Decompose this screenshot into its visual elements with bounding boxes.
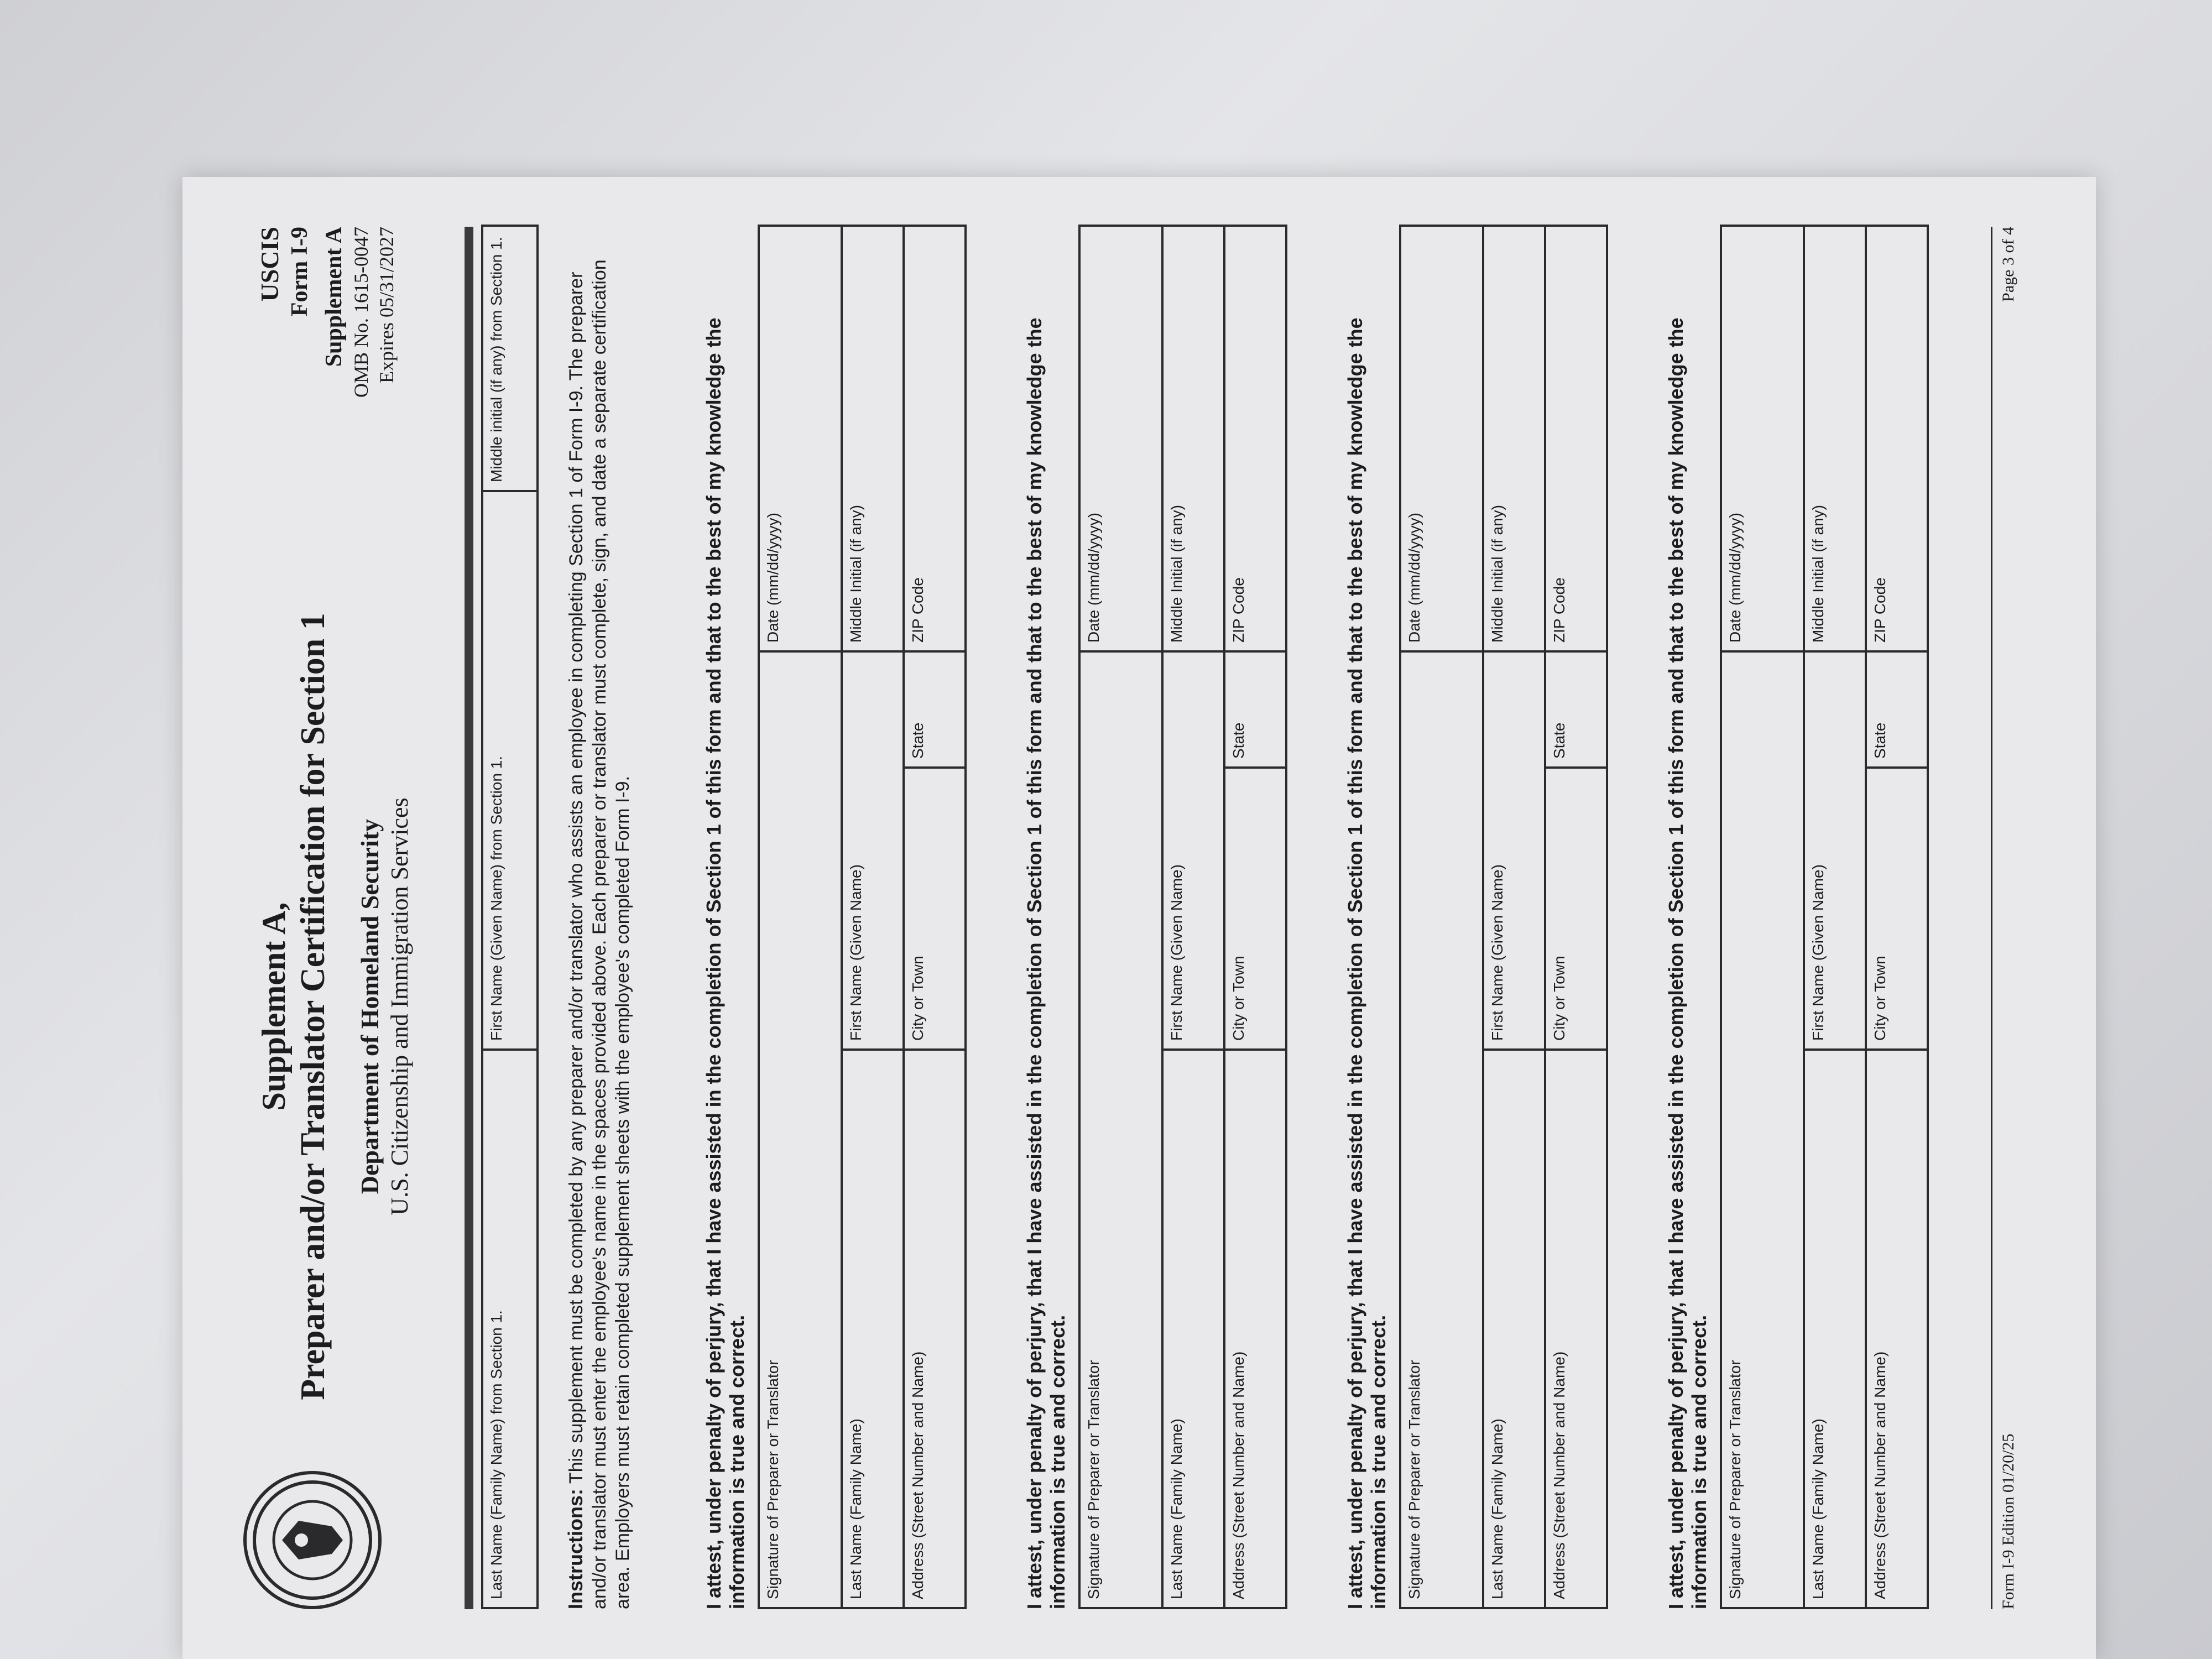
omb-number: OMB No. 1615-0047 [350, 227, 372, 398]
page-number: Page 3 of 4 [1999, 227, 2017, 302]
certification-block-4 [1720, 225, 1929, 1609]
attestation-text-4: I attest, under penalty of perjury, that I have assisted in the completion of Section 1 of this form and that to the best of my knowledge the information is true and correct. [1665, 317, 1710, 1609]
state-field[interactable]: State [1866, 651, 1928, 768]
preparer-first-name-field[interactable]: First Name (Given Name) [842, 651, 904, 1050]
preparer-last-name-field[interactable]: Last Name (Family Name) [1483, 1050, 1545, 1608]
form-id-block [254, 227, 399, 459]
zip-field[interactable]: ZIP Code [1545, 226, 1607, 651]
city-field[interactable]: City or Town [1866, 768, 1928, 1050]
preparer-last-name-field[interactable]: Last Name (Family Name) [842, 1050, 904, 1608]
employee-last-name-field[interactable]: Last Name (Family Name) from Section 1. [482, 1050, 538, 1608]
state-field[interactable]: State [1545, 651, 1607, 768]
attestation-text-2: I attest, under penalty of perjury, that I have assisted in the completion of Section 1 of this form and that to the best of my knowledge the information is true and correct. [1023, 317, 1069, 1609]
form-number: Form I-9 [287, 227, 312, 317]
preparer-last-name-field[interactable]: Last Name (Family Name) [1804, 1050, 1866, 1608]
instructions-heading: Instructions: [564, 1488, 587, 1609]
address-field[interactable]: Address (Street Number and Name) [1545, 1050, 1607, 1608]
dhs-seal-icon [243, 1471, 382, 1609]
preparer-first-name-field[interactable]: First Name (Given Name) [1804, 651, 1866, 1050]
preparer-first-name-field[interactable]: First Name (Given Name) [1162, 651, 1224, 1050]
preparer-middle-initial-field[interactable]: Middle Initial (if any) [1483, 226, 1545, 651]
form-page [221, 205, 2057, 1631]
address-field[interactable]: Address (Street Number and Name) [1866, 1050, 1928, 1608]
state-field[interactable]: State [1224, 651, 1286, 768]
form-title-line2: Preparer and/or Translator Certification for Section 1 [294, 613, 332, 1400]
preparer-middle-initial-field[interactable]: Middle Initial (if any) [842, 226, 904, 651]
certification-block-2 [1078, 225, 1287, 1609]
preparer-middle-initial-field[interactable]: Middle Initial (if any) [1804, 226, 1866, 651]
expiration-date: Expires 05/31/2027 [375, 227, 398, 383]
signature-field[interactable]: Signature of Preparer or Translator [1721, 651, 1804, 1608]
certification-block-3 [1399, 225, 1608, 1609]
address-field[interactable]: Address (Street Number and Name) [1224, 1050, 1286, 1608]
city-field[interactable]: City or Town [1545, 768, 1607, 1050]
date-field[interactable]: Date (mm/dd/yyyy) [1400, 226, 1483, 651]
attestation-text-1: I attest, under penalty of perjury, that I have assisted in the completion of Section 1 of this form and that to the best of my knowledge the information is true and correct. [702, 317, 748, 1609]
form-edition: Form I-9 Edition 01/20/25 [1999, 1433, 2017, 1609]
signature-field[interactable]: Signature of Preparer or Translator [1079, 651, 1162, 1608]
paper-sheet [182, 177, 2096, 1659]
date-field[interactable]: Date (mm/dd/yyyy) [759, 226, 842, 651]
date-field[interactable]: Date (mm/dd/yyyy) [1079, 226, 1162, 651]
preparer-middle-initial-field[interactable]: Middle Initial (if any) [1162, 226, 1224, 651]
zip-field[interactable]: ZIP Code [1866, 226, 1928, 651]
city-field[interactable]: City or Town [904, 768, 966, 1050]
form-title-line1: Supplement A, [255, 902, 292, 1111]
date-field[interactable]: Date (mm/dd/yyyy) [1721, 226, 1804, 651]
city-field[interactable]: City or Town [1224, 768, 1286, 1050]
zip-field[interactable]: ZIP Code [1224, 226, 1286, 651]
state-field[interactable]: State [904, 651, 966, 768]
employee-middle-initial-field[interactable]: Middle initial (if any) from Section 1. [482, 226, 538, 491]
preparer-first-name-field[interactable]: First Name (Given Name) [1483, 651, 1545, 1050]
footer-divider [1991, 227, 1992, 1609]
header-divider [465, 227, 473, 1609]
signature-field[interactable]: Signature of Preparer or Translator [1400, 651, 1483, 1608]
uscis-label: USCIS [255, 227, 284, 302]
signature-field[interactable]: Signature of Preparer or Translator [759, 651, 842, 1608]
instructions [564, 227, 634, 1609]
attestation-text-3: I attest, under penalty of perjury, that I have assisted in the completion of Section 1 of this form and that to the best of my knowledge the information is true and correct. [1344, 317, 1390, 1609]
address-field[interactable]: Address (Street Number and Name) [904, 1050, 966, 1608]
supplement-label: Supplement A [321, 227, 347, 367]
employee-first-name-field[interactable]: First Name (Given Name) from Section 1. [482, 491, 538, 1050]
preparer-last-name-field[interactable]: Last Name (Family Name) [1162, 1050, 1224, 1608]
department-name: Department of Homeland Security [356, 818, 384, 1194]
title-block [254, 564, 415, 1449]
certification-block-1 [758, 225, 967, 1609]
zip-field[interactable]: ZIP Code [904, 226, 966, 651]
employee-name-table [481, 225, 539, 1609]
agency-name: U.S. Citizenship and Immigration Services [386, 797, 413, 1215]
instructions-body: This supplement must be completed by any preparer and/or translator who assists an employee in completing Section 1 of Form I-9. The preparer and/or translator must enter the employee's name in the spaces provided above. Each preparer or translator must complete, sign, and date a separate certification area. Employers must retain completed supplement sheets with the employee's completed Form I-9. [566, 259, 633, 1609]
